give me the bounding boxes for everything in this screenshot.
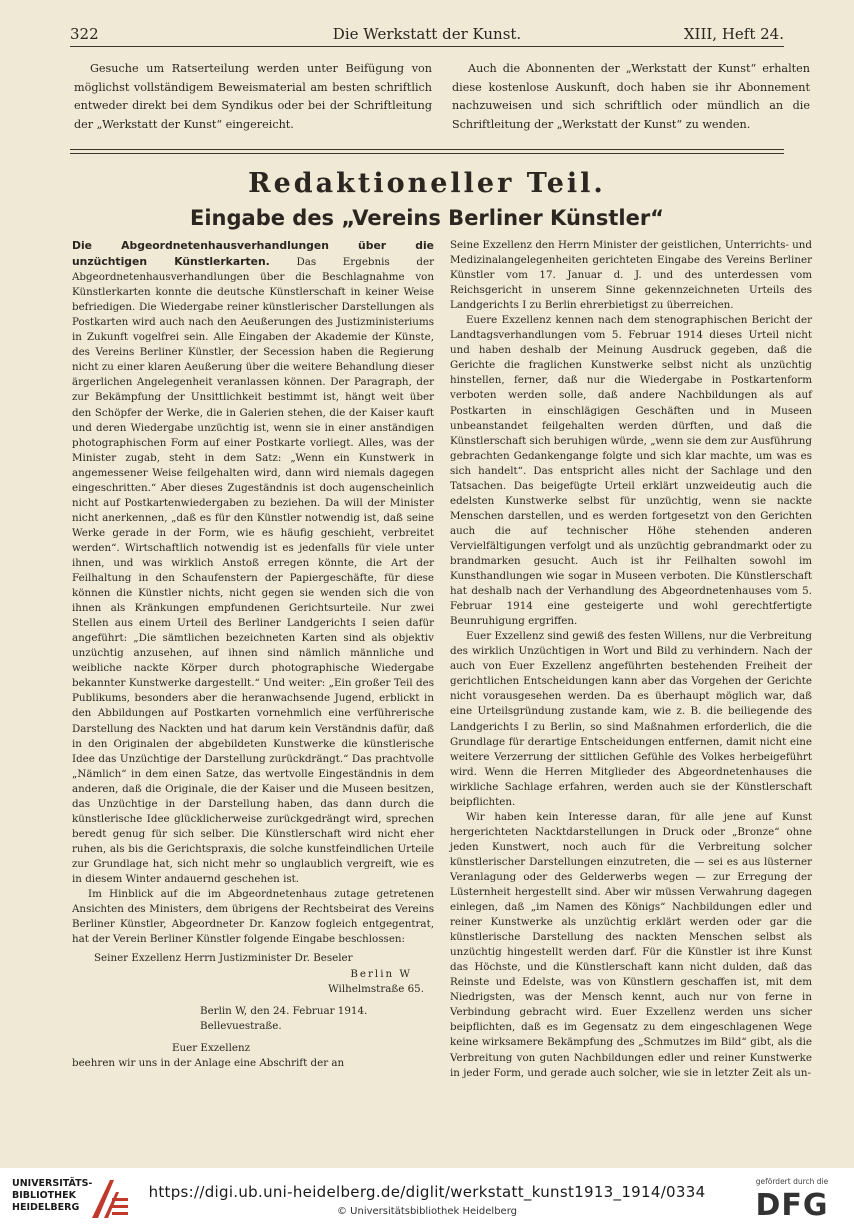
- right-paragraph-3: Euer Exzellenz sind gewiß des festen Willens, nur die Verbreitung des wirklich Unzüchtigen in Wort und Bild zu verhindern. Nach der auch von Euer Exzellenz angeführten bestehenden Freiheit der gerichtlichen Entscheidungen kann aber das Vorgehen der Gerichte nicht vorausgesehen werden. Da es überhaupt möglich war, daß eine Urteilsgründung zustande kam, wie z. B. die beiliegende des Landgerichts I zu Berlin, so sind Maßnahmen erforderlich, die die Grundlage für derartige Entscheidungen entfernen, damit nicht eine weitere Verzerrung der sittlichen Gefühle des Volkes herbeigeführt wird. Wenn die Herren Mitglieder des Abgeordnetenhauses die wirkliche Sachlage erfahren, werden auch sie der Künstlerschaft beipflichten.: [450, 630, 812, 808]
- letter-date: Berlin W, den 24. Februar 1914.: [200, 1004, 368, 1017]
- intro-left-text: Gesuche um Ratserteilung werden unter Beifügung von möglichst vollständigem Beweismaterial am besten schriftlich entweder direkt bei dem Syndikus oder bei der Schriftleitung der „Werkstatt der Kunst“ eingereicht.: [74, 62, 432, 131]
- intro-left: [74, 60, 432, 134]
- left-column: [72, 238, 434, 1072]
- running-header: [70, 24, 784, 47]
- right-paragraph-1: Seine Exzellenz den Herrn Minister der geistlichen, Unterrichts- und Medizinalangelegenheiten gerichteten Eingabe des Vereins Berliner Künstler vom 17. Januar d. J. und des unterdessen vom Reichsgericht in unserem Sinne gekennzeichneten Urteils des Landgerichts I zu Berlin ehrerbietigst zu überreichen.: [450, 239, 812, 312]
- salutation: Euer Exzellenz: [172, 1041, 251, 1054]
- address-line-3: Wilhelmstraße 65.: [328, 983, 424, 996]
- left-paragraph-1-text: Das Ergebnis der Abgeordnetenhausverhandlungen über die Beschlagnahme von Künstlerkarten konnte die deutsche Künstlerschaft in keiner Weise befriedigen. Die Wiedergabe reiner künstlerischer Darstellungen als Postkarten wird auch nach den Aeußerungen des Justizministeriums in Zukunft vogelfrei sein. Alle Eingaben der Akademie der Künste, des Vereins Berliner Künstler, der Secession haben die Regierung nicht zu einer klaren Aeußerung über die weitere Behandlung dieser ärgerlichen Angelegenheit veranlassen können. Der Paragraph, der zur Bekämpfung der Unsittlichkeit bestimmt ist, hängt weit über den Schöpfer der Werke, die in Galerien stehen, die der Kaiser kauft und deren Wiedergabe unzüchtig ist, wenn sie in einer anständigen photographischen Form auf einer Postkarte vorliegt. Alles, was der Minister zugab, steht in dem Satz: „Wenn ein Kunstwerk in angemessener Weise feilgehalten wird, dann wird niemals dagegen eingeschritten.“ Aber dieses Zugeständnis ist doch augenscheinlich nicht auf Postkartenwiedergaben zu beziehen. Da will der Minister nicht anerkennen, „daß es für den Künstler notwendig ist, daß seine Werke gerade in der Form, wie es häufig geschieht, verbreitet werden“. Wirtschaftlich notwendig ist es jedenfalls für viele unter ihnen, und was wirklich Anstoß erregen könnte, die Art der Feilhaltung in den Schaufenstern der Papiergeschäfte, für diese können die Künstler nichts, nicht gegen sie wenden sich die von ihnen als Kränkungen empfundenen Gerichtsurteile. Nur zwei Stellen aus einem Urteil des Berliner Landgerichts I seien dafür angeführt: „Die sämtlichen bezeichneten Karten sind als objektiv unzüchtig anzusehen, auf ihnen sind nämlich männliche und weibliche nackte Körper durch photographische Wiedergabe bekannter Kunstwerke dargestellt.“ Und weiter: „Ein großer Teil des Publikums, besonders aber die heranwachsende Jugend, erblickt in den Abbildungen auf Postkarten vornehmlich eine verführerische Darstellung des Nackten und hat darum kein Verständnis dafür, daß in den Originalen der abgebildeten Kunstwerke die künstlerische Idee das Unzüchtige der Darstellung zurückdrängt.“ Das prachtvolle „Nämlich“ in dem einen Satze, das wertvolle Eingeständnis in dem anderen, daß die Originale, die der Kaiser und die Museen besitzen, das Unzüchtige in der Darstellung haben, das dann durch die künstlerische Idee glücklicherweise zurückgedrängt wird, sprechen beredt genug für sich selber. Die Künstlerschaft wird nicht eher ruhen, als bis die Gerichtspraxis, die solche kunstfeindlichen Urteile zur Grundlage hat, sich nicht mehr so unglaublich vergreift, wie es in diesem Winter andauernd geschehen ist.: [72, 256, 434, 885]
- funding-note: gefördert durch die: [755, 1177, 829, 1186]
- letter-address: [72, 951, 434, 1072]
- left-paragraph-2: Im Hinblick auf die im Abgeordnetenhaus zutage getretenen Ansichten des Ministers, dem übrigens der Rechtsbeirat des Vereins Berliner Künstler, Abgeordneter Dr. Kanzow fogleich entgegentrat, hat der Verein Berliner Künstler folgende Eingabe beschlossen:: [72, 888, 434, 946]
- intro-right-text: Auch die Abonnenten der „Werkstatt der Kunst“ erhalten diese kostenlose Auskunft, doch haben sie ihr Abonnement nachzuweisen und sich schriftlich oder mündlich an die Schriftleitung der „Werkstatt der Kunst“ zu wenden.: [452, 62, 810, 131]
- address-line-1: Seiner Exzellenz Herrn Justizminister Dr. Beseler: [94, 952, 353, 965]
- right-paragraph-4: Wir haben kein Interesse daran, für alle jene auf Kunst hergerichteten Nacktdarstellungen in Druck oder „Bronze“ ohne jeden Kunstwert, noch auch für die Verbreitung solcher künstlerischer Darstellungen einzutreten, die — sei es aus lüsterner Veranlagung oder des Gelderwerbs wegen — zur Erregung der Lüsternheit hergestellt sind. Aber wir müssen Verwahrung dagegen einlegen, daß „im Namen des Königs“ Nachbildungen edler und reiner Kunstwerke als unzüchtig erklärt werden oder gar die künstlerische Darstellung des nackten Menschen selbst als unzüchtig hingestellt werden darf. Für die Künstler ist ihre Kunst das Höchste, und die Künstlerschaft kann nicht dulden, daß das Reinste und Edelste, was von Künstlern geschaffen ist, mit dem Niedrigsten, was der Mensch kennt, auch nur von ferne in Verbindung gebracht wird. Euer Exzellenz werden uns sicher beipflichten, daß es im Gegensatz zu dem eingeschlagenen Wege keine wirksamere Bekämpfung des „Schmutzes im Bild“ gibt, als die Verbreitung von guten Nachbildungen edler und reiner Kunstwerke in jeder Form, und gerade auch solcher, wie sie in letzter Zeit als un-: [450, 810, 812, 1079]
- intro-right: [452, 60, 810, 134]
- address-line-2: Berlin W: [350, 967, 412, 980]
- page-number: 322: [70, 25, 99, 43]
- right-column: [450, 238, 812, 1081]
- copyright-notice: © Universitätsbibliothek Heidelberg: [336, 1206, 517, 1217]
- dfg-logo[interactable]: DFG: [755, 1188, 829, 1223]
- permalink-url[interactable]: https://digi.ub.uni-heidelberg.de/diglit/werkstatt_kunst1913_1914/0334: [148, 1183, 706, 1201]
- article-subtitle: Eingabe des „Vereins Berliner Künstler“: [190, 206, 664, 230]
- left-paragraph-1: [72, 238, 434, 887]
- issue-label: XIII, Heft 24.: [683, 25, 784, 43]
- divider-rule-bottom: [70, 153, 784, 154]
- article-lead-heading: Die Abgeordnetenhausverhandlungen über die unzüchtigen Künstlerkarten.: [72, 239, 434, 269]
- section-title: Redaktioneller Teil.: [248, 168, 606, 199]
- letter-opening: beehren wir uns in der Anlage eine Abschrift der an: [72, 1057, 345, 1070]
- divider-rule-top: [70, 149, 784, 150]
- right-paragraph-2: Euere Exzellenz kennen nach dem stenographischen Bericht der Landtagsverhandlungen vom 5. Februar 1914 dieses Urteil nicht und haben deshalb der Meinung Ausdruck gegeben, daß die Gerichte die fraglichen Kunstwerke selbst nicht als unzüchtig hinstellen, ferner, daß nur die Wiedergabe in Postkartenform verboten werden solle, daß andere Nachbildungen als auf Postkarten in einschlägigen Geschäften und in Museen unbeanstandet feilgehalten werden dürften, und daß die Künstlerschaft sich beruhigen würde, „wenn sie dem zur Ausführung gebrachten Gedankengange folgte und sich klar machte, um was es sich handelt“. Das entspricht alles nicht der Sachlage und den Tatsachen. Das beigefügte Urteil erklärt unzweideutig auch die edelsten Kunstwerke selbst für unzüchtig, wenn sie nackte Menschen darstellen, und es werden fortgesetzt von den Gerichten auch die auf technischer Höhe stehenden anderen Vervielfältigungen verfolgt und als unzüchtig gebrandmarkt oder zu brandmarken gesucht. Auch ist ihr Feilhalten sowohl im Kunsthandlungen wie sogar in Museen verboten. Die Künstlerschaft hat deshalb nach der Verhandlung des Abgeordnetenhauses vom 5. Februar 1914 eine gesteigerte und wohl gerechtfertigte Beunruhigung ergriffen.: [450, 314, 812, 628]
- library-name: UNIVERSITÄTS-BIBLIOTHEK HEIDELBERG: [12, 1178, 93, 1213]
- viewer-footer: [0, 1168, 854, 1229]
- sender-street: Bellevuestraße.: [200, 1020, 282, 1033]
- journal-title: Die Werkstatt der Kunst.: [332, 25, 522, 43]
